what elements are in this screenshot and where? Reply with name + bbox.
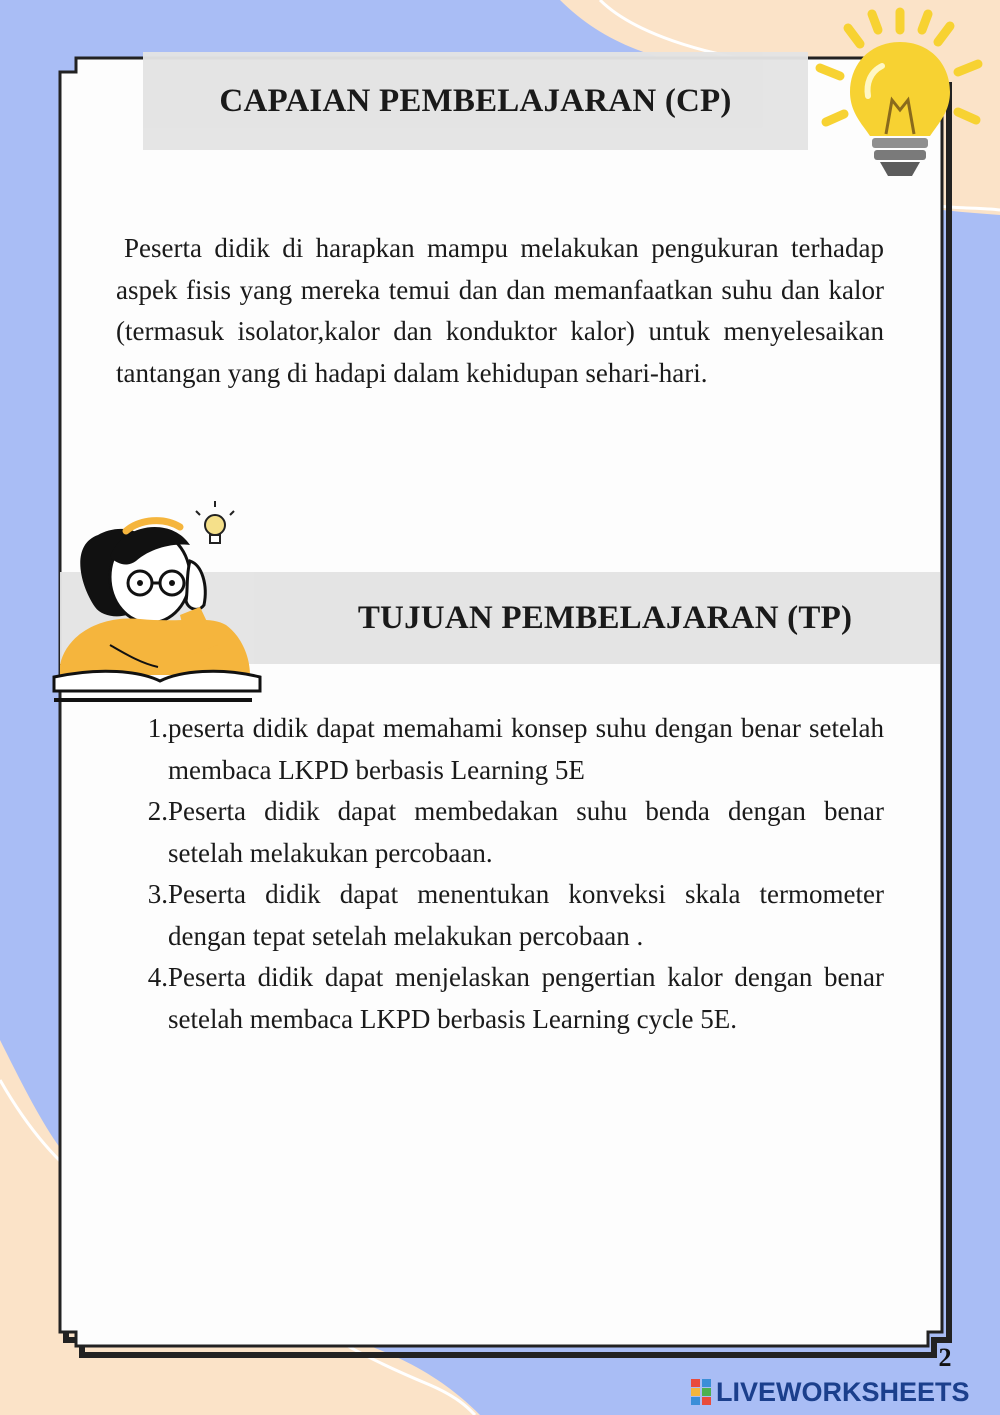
page-number: 2 <box>938 1343 952 1372</box>
cp-paragraph: Peserta didik di harapkan mampu melakukan pengukuran terhadap aspek fisis yang mereka temui dan dan memanfaatkan suhu dan kalor (termasuk isolator,kalor dan konduktor kalor) untuk menyelesaikan tantangan yang di hadapi dalam kehidupan sehari-hari. <box>116 233 884 388</box>
liveworksheets-watermark <box>690 1372 990 1412</box>
watermark-text: LIVEWORKSHEETS <box>716 1376 970 1407</box>
tp-item-3 <box>132 874 884 957</box>
tp-item-text: peserta didik dapat memahami konsep suhu dengan benar setelah membaca LKPD berbasis Learning 5E <box>168 713 884 785</box>
tp-item-4 <box>132 957 884 1040</box>
light-bulb-icon <box>800 0 1000 190</box>
cp-header-band <box>143 52 808 150</box>
tp-list <box>132 708 884 1040</box>
student-illustration <box>40 495 270 710</box>
tp-item-2 <box>132 791 884 874</box>
tp-title: TUJUAN PEMBELAJARAN (TP) <box>357 599 853 636</box>
tp-item-text: Peserta didik dapat menentukan konveksi skala termometer dengan tepat setelah melakukan percobaan . <box>168 879 884 951</box>
tp-item-number: 4. <box>147 962 168 992</box>
liveworksheets-logo-icon <box>690 1377 712 1407</box>
tp-item-number: 1. <box>147 713 168 743</box>
tp-item-text: Peserta didik dapat menjelaskan pengertian kalor dengan benar setelah membaca LKPD berbasis Learning cycle 5E. <box>168 962 884 1034</box>
tp-item-1 <box>132 708 884 791</box>
tp-item-number: 2. <box>147 796 168 826</box>
tp-item-number: 3. <box>147 879 168 909</box>
tp-item-text: Peserta didik dapat membedakan suhu benda dengan benar setelah melakukan percobaan. <box>168 796 884 868</box>
cp-title: CAPAIAN PEMBELAJARAN (CP) <box>219 82 732 119</box>
small-bulb-icon <box>196 501 234 543</box>
